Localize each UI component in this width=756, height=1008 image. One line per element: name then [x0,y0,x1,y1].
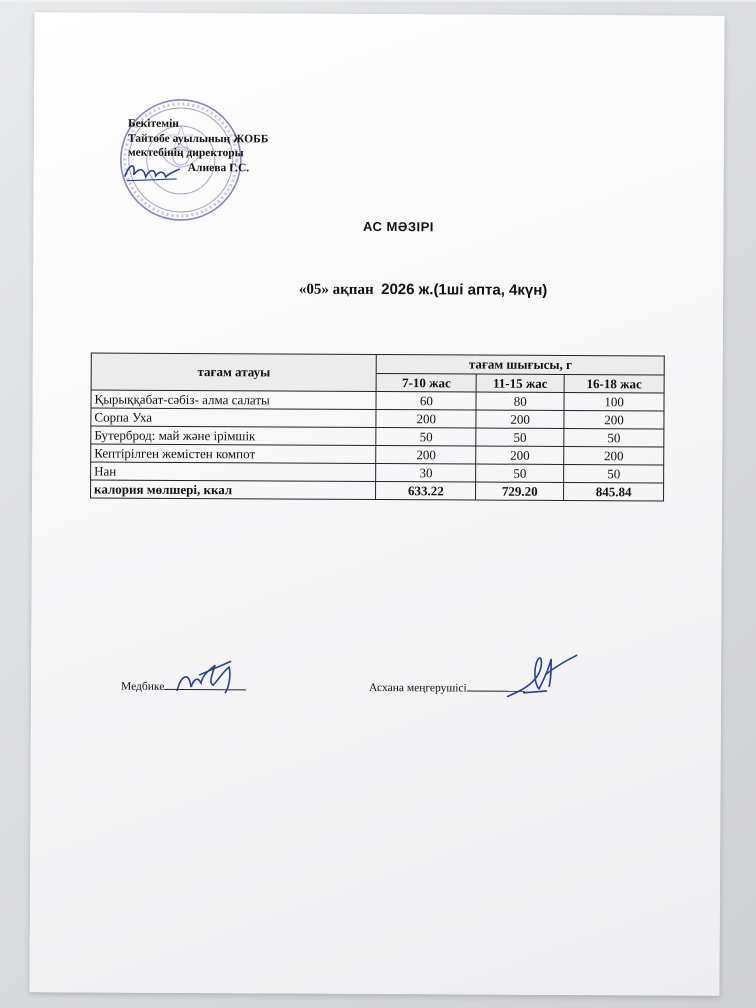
dish-name: Қырыққабат-сәбіз- алма салаты [91,390,377,409]
portion-16-18: 50 [564,428,664,447]
approval-position: мектебінің директоры [127,146,244,160]
portion-7-10: 200 [376,445,476,464]
menu-date-week: 2026 ж.(1ші апта, 4күн) [381,281,548,299]
approval-school: Тайтөбе ауылының ЖОББ [127,132,269,145]
portion-7-10: 200 [376,409,476,428]
header-age-7-10: 7-10 жас [377,373,477,392]
canteen-signature-field [369,682,525,695]
portion-11-15: 200 [476,446,564,464]
header-dish-output: тағам шығысы, г [377,354,665,375]
director-signature [122,159,184,185]
portion-11-15: 50 [476,464,564,482]
menu-date-day: «05» ақпан [298,281,374,298]
approval-heading: Бекітемін [127,117,179,130]
portion-11-15: 80 [476,392,564,410]
calorie-total-row [91,480,664,501]
menu-title: АС МӘЗІРІ [362,218,434,235]
portion-11-15: 200 [476,410,564,428]
portion-16-18: 50 [564,464,664,483]
calorie-11-15: 729.20 [476,482,564,500]
background-edge [0,0,756,2]
menu-table [90,352,665,501]
dish-name: Бутерброд: май және ірімшік [91,426,377,445]
portion-16-18: 200 [564,446,664,465]
nurse-signature [171,653,251,703]
portion-7-10: 30 [376,463,476,482]
portion-11-15: 50 [476,428,564,446]
header-age-16-18: 16-18 жас [564,374,664,393]
dish-name: Сорпа Уха [91,408,377,427]
nurse-label: Медбике [121,680,165,693]
dish-name: Нан [91,462,377,481]
calorie-16-18: 845.84 [564,482,664,501]
portion-16-18: 200 [564,410,664,429]
approval-director-name: Алиева Г.С. [187,161,250,174]
canteen-manager-label: Асхана меңгерушісі [369,681,467,695]
portion-7-10: 60 [376,391,476,410]
portion-7-10: 50 [376,427,476,446]
dish-name: Кептірілген жемістен компот [91,444,377,463]
menu-document-sheet [29,12,724,996]
calorie-total-label: калория мөлшері, ккал [91,480,377,499]
menu-date [223,280,623,300]
portion-16-18: 100 [564,392,664,411]
calorie-7-10: 633.22 [376,481,476,500]
canteen-manager-signature [503,645,583,705]
header-age-11-15: 11-15 жас [476,374,564,392]
header-dish-name: тағам атауы [91,353,377,391]
